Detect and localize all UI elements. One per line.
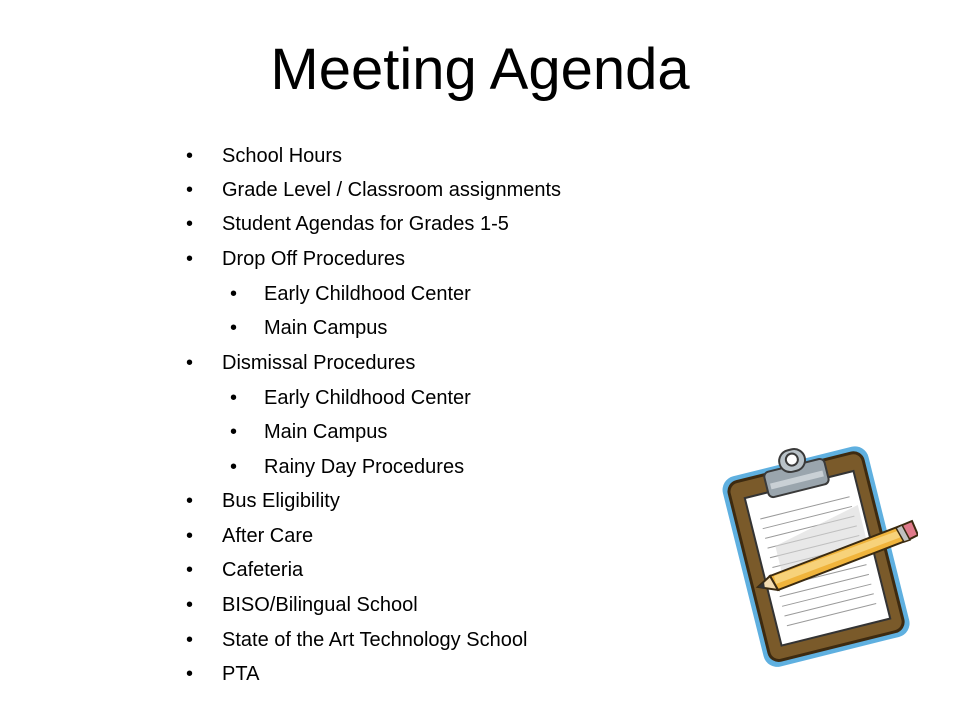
bullet: • xyxy=(230,387,238,409)
bullet: • xyxy=(230,456,238,478)
bullet: • xyxy=(230,421,238,443)
agenda-item xyxy=(186,593,418,617)
clipboard-icon xyxy=(718,436,913,668)
agenda-subitem xyxy=(230,420,388,444)
agenda-item-text: Main Campus xyxy=(264,421,388,443)
agenda-item-text: Bus Eligibility xyxy=(222,490,340,512)
bullet: • xyxy=(186,490,194,512)
agenda-item-text: Dismissal Procedures xyxy=(222,352,416,374)
agenda-item-text: After Care xyxy=(222,525,314,547)
agenda-item xyxy=(186,628,528,652)
agenda-item-text: School Hours xyxy=(222,145,343,167)
agenda-subitem xyxy=(230,282,471,306)
bullet: • xyxy=(186,145,194,167)
bullet: • xyxy=(186,663,194,685)
agenda-item-text: State of the Art Technology School xyxy=(222,629,528,651)
bullet: • xyxy=(186,352,194,374)
agenda-item xyxy=(186,212,509,236)
agenda-subitem xyxy=(230,386,471,410)
bullet: • xyxy=(186,559,194,581)
agenda-item xyxy=(186,351,416,375)
bullet: • xyxy=(186,179,194,201)
agenda-item-text: BISO/Bilingual School xyxy=(222,594,418,616)
agenda-item-text: Early Childhood Center xyxy=(264,387,471,409)
agenda-item xyxy=(186,662,260,686)
agenda-subitem xyxy=(230,316,388,340)
bullet: • xyxy=(186,525,194,547)
agenda-item-text: Grade Level / Classroom assignments xyxy=(222,179,562,201)
bullet: • xyxy=(230,317,238,339)
agenda-item xyxy=(186,247,406,271)
agenda-item xyxy=(186,524,314,548)
agenda-item xyxy=(186,489,340,513)
agenda-item-text: Rainy Day Procedures xyxy=(264,456,465,478)
clipboard-with-pencil-icon xyxy=(718,436,918,668)
bullet: • xyxy=(186,594,194,616)
agenda-item-text: PTA xyxy=(222,663,260,685)
agenda-item-text: Early Childhood Center xyxy=(264,283,471,305)
agenda-item-text: Cafeteria xyxy=(222,559,304,581)
slide-title: Meeting Agenda xyxy=(270,37,690,102)
agenda-item-text: Student Agendas for Grades 1-5 xyxy=(222,213,509,235)
bullet: • xyxy=(230,283,238,305)
agenda-item-text: Drop Off Procedures xyxy=(222,248,406,270)
agenda-item-text: Main Campus xyxy=(264,317,388,339)
agenda-item xyxy=(186,178,562,202)
agenda-item xyxy=(186,558,304,582)
bullet: • xyxy=(186,248,194,270)
agenda-subitem xyxy=(230,455,465,479)
bullet: • xyxy=(186,629,194,651)
agenda-item xyxy=(186,144,343,168)
bullet: • xyxy=(186,213,194,235)
